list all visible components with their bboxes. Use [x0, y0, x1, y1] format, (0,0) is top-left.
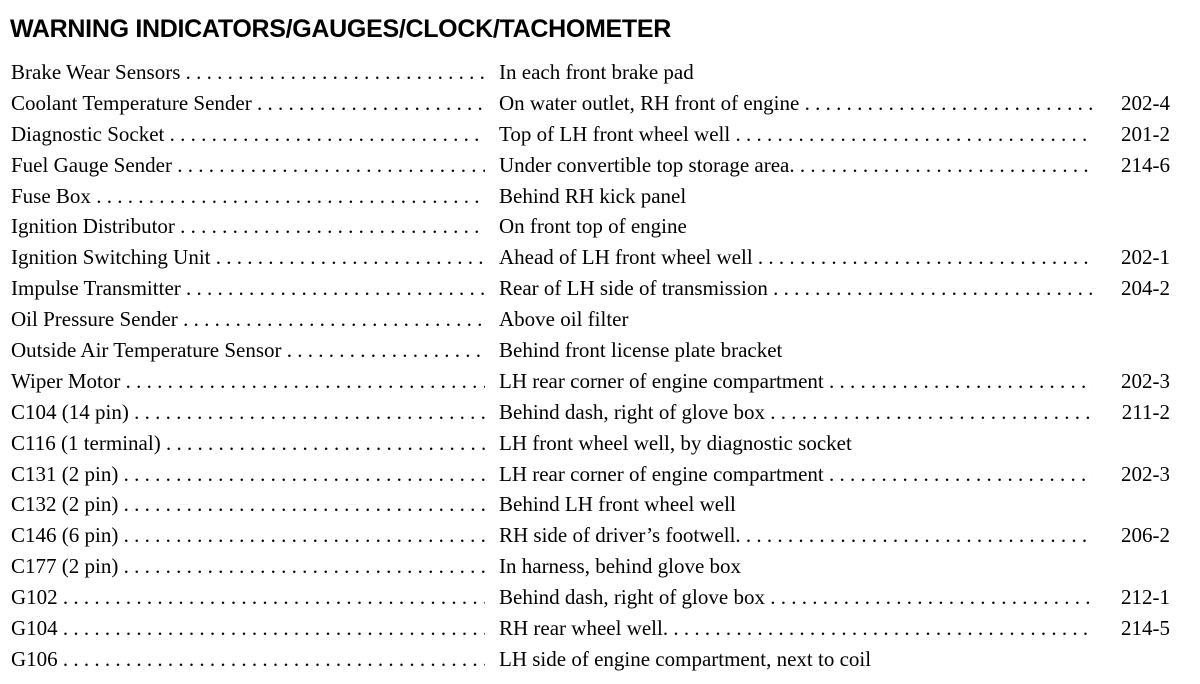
page-reference: 202-1 — [1121, 245, 1170, 270]
location-cell — [499, 181, 1093, 212]
component-name-cell — [11, 459, 485, 490]
component-name: C131 (2 pin) . . . — [11, 462, 485, 486]
location-cell — [499, 582, 1093, 613]
location-text: On front top of engine — [499, 214, 687, 239]
table-row — [0, 211, 1200, 242]
location-cell — [499, 211, 1093, 242]
location-cell — [499, 57, 1093, 88]
component-name-cell — [11, 551, 485, 582]
table-row — [0, 273, 1200, 304]
location-cell — [499, 150, 1093, 181]
page-reference: 201-2 — [1121, 121, 1170, 146]
component-name-cell — [11, 335, 485, 366]
location-cell — [499, 551, 1093, 582]
page-reference: 204-2 — [1121, 276, 1170, 301]
table-row — [0, 582, 1200, 613]
location-text: Behind LH front wheel well — [499, 492, 736, 517]
table-row — [0, 644, 1200, 675]
component-name: G106 . . . — [11, 647, 485, 671]
location-cell — [499, 489, 1093, 520]
table-row — [0, 613, 1200, 644]
component-name: Ignition Switching Unit . . . — [11, 245, 485, 269]
component-location-list — [0, 57, 1200, 675]
location-cell — [499, 273, 1093, 304]
location-text: Above oil filter — [499, 307, 629, 332]
page-reference: 202-4 — [1121, 90, 1170, 115]
location-text: LH front wheel well, by diagnostic socket — [499, 430, 852, 455]
page-reference: 206-2 — [1121, 523, 1170, 548]
page-reference: 211-2 — [1121, 399, 1170, 424]
component-name-cell — [11, 181, 485, 212]
component-name: Fuse Box . . . — [11, 184, 485, 208]
component-name: G104 . . . — [11, 616, 485, 640]
table-row — [0, 119, 1200, 150]
location-cell — [499, 88, 1093, 119]
location-text: RH side of driver’s footwell. . . . — [499, 523, 1093, 547]
component-name: C132 (2 pin) . . . — [11, 492, 485, 516]
location-text: In harness, behind glove box — [499, 554, 742, 579]
component-name: Outside Air Temperature Sensor . . . — [11, 338, 485, 362]
component-name-cell — [11, 242, 485, 273]
table-row — [0, 489, 1200, 520]
component-name-cell — [11, 57, 485, 88]
component-name: C104 (14 pin) . . . — [11, 400, 485, 424]
component-name: Coolant Temperature Sender . . . — [11, 91, 485, 115]
component-name: Ignition Distributor . . . — [11, 214, 485, 238]
location-text: Top of LH front wheel well . . . — [499, 122, 1093, 146]
component-name-cell — [11, 150, 485, 181]
location-text: RH rear wheel well. . . . — [499, 616, 1093, 640]
location-cell — [499, 242, 1093, 273]
table-row — [0, 304, 1200, 335]
table-row — [0, 150, 1200, 181]
page-reference: 214-5 — [1121, 616, 1170, 641]
location-text: On water outlet, RH front of engine . . . — [499, 91, 1093, 115]
component-name: Impulse Transmitter . . . — [11, 276, 485, 300]
component-name: Brake Wear Sensors . . . — [11, 60, 485, 84]
location-cell — [499, 613, 1093, 644]
table-row — [0, 520, 1200, 551]
component-name-cell — [11, 520, 485, 551]
table-row — [0, 88, 1200, 119]
location-cell — [499, 119, 1093, 150]
table-row — [0, 459, 1200, 490]
component-name-cell — [11, 304, 485, 335]
component-name-cell — [11, 582, 485, 613]
component-name-cell — [11, 613, 485, 644]
component-name: Diagnostic Socket . . . — [11, 122, 485, 146]
location-text: Behind dash, right of glove box . . . — [499, 585, 1093, 609]
component-name-cell — [11, 366, 485, 397]
component-name: C146 (6 pin) . . . — [11, 523, 485, 547]
location-cell — [499, 459, 1093, 490]
component-name-cell — [11, 88, 485, 119]
page-reference: 202-3 — [1121, 368, 1170, 393]
location-text: Behind dash, right of glove box . . . — [499, 400, 1093, 424]
component-name-cell — [11, 428, 485, 459]
table-row — [0, 428, 1200, 459]
location-text: Rear of LH side of transmission . . . — [499, 276, 1093, 300]
page-reference: 212-1 — [1121, 585, 1170, 610]
component-name: Fuel Gauge Sender . . . — [11, 153, 485, 177]
location-text: Behind front license plate bracket — [499, 338, 783, 363]
component-name: C177 (2 pin) . . . — [11, 554, 485, 578]
location-text: Under convertible top storage area. . . . — [499, 153, 1093, 177]
location-text: LH rear corner of engine compartment . . . — [499, 369, 1093, 393]
component-name-cell — [11, 397, 485, 428]
location-text: LH rear corner of engine compartment . . . — [499, 462, 1093, 486]
table-row — [0, 335, 1200, 366]
location-cell — [499, 397, 1093, 428]
component-name-cell — [11, 211, 485, 242]
table-row — [0, 181, 1200, 212]
page-reference: 214-6 — [1121, 152, 1170, 177]
table-row — [0, 551, 1200, 582]
location-cell — [499, 520, 1093, 551]
table-row — [0, 397, 1200, 428]
component-name: Oil Pressure Sender . . . — [11, 307, 485, 331]
component-name-cell — [11, 644, 485, 675]
component-name: G102 . . . — [11, 585, 485, 609]
location-cell — [499, 304, 1093, 335]
location-cell — [499, 366, 1093, 397]
section-heading: WARNING INDICATORS/GAUGES/CLOCK/TACHOMETER — [10, 15, 672, 43]
component-name-cell — [11, 273, 485, 304]
page-reference: 202-3 — [1121, 461, 1170, 486]
component-name: Wiper Motor . . . — [11, 369, 485, 393]
component-name: C116 (1 terminal) . . . — [11, 431, 485, 455]
component-name-cell — [11, 119, 485, 150]
location-cell — [499, 428, 1093, 459]
component-name-cell — [11, 489, 485, 520]
location-text: Behind RH kick panel — [499, 183, 687, 208]
table-row — [0, 242, 1200, 273]
location-cell — [499, 644, 1093, 675]
location-text: In each front brake pad — [499, 60, 694, 84]
location-text: LH side of engine compartment, next to coil — [499, 646, 872, 671]
table-row — [0, 57, 1200, 88]
table-row — [0, 366, 1200, 397]
location-text: Ahead of LH front wheel well . . . — [499, 245, 1093, 269]
location-cell — [499, 335, 1093, 366]
